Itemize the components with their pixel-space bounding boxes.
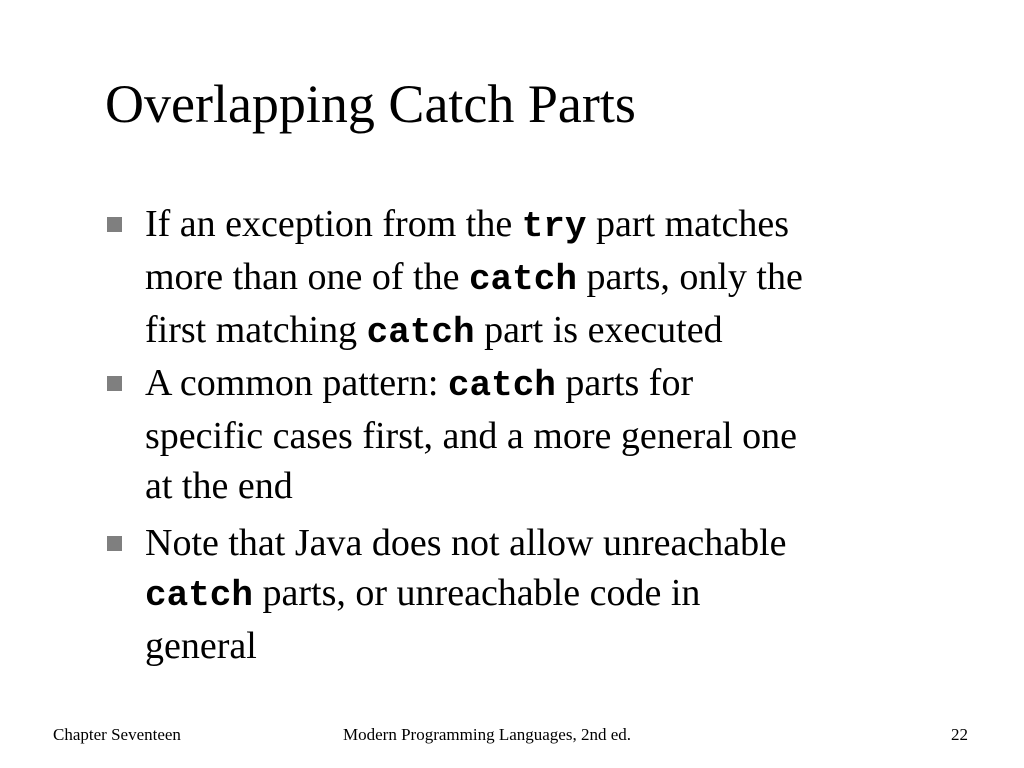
- text-segment: A common pattern:: [145, 362, 448, 404]
- text-segment: parts for: [555, 362, 694, 404]
- square-bullet-icon: [107, 536, 122, 551]
- bullet-line: [145, 252, 965, 305]
- code-keyword: catch: [366, 312, 475, 353]
- bullet-line: [145, 518, 965, 568]
- text-segment: first matching: [145, 309, 367, 351]
- code-keyword: try: [521, 206, 587, 247]
- text-segment: parts, only the: [576, 256, 803, 298]
- bullet-line: [145, 199, 965, 252]
- footer-page-number: 22: [951, 725, 968, 744]
- text-segment: Note that Java does not allow unreachable: [145, 522, 787, 564]
- text-segment: part is executed: [474, 309, 723, 351]
- square-bullet-icon: [107, 217, 122, 232]
- bullet-line: [145, 305, 965, 358]
- footer-chapter: Chapter Seventeen: [53, 725, 181, 744]
- bullet-line: [145, 568, 965, 621]
- text-segment: If an exception from the: [145, 203, 522, 245]
- text-segment: general: [145, 625, 257, 667]
- code-keyword: catch: [468, 259, 577, 300]
- footer-book-title: Modern Programming Languages, 2nd ed.: [343, 725, 631, 744]
- text-segment: at the end: [145, 465, 293, 507]
- slide-title: Overlapping Catch Parts: [105, 74, 636, 134]
- bullet-item-3: [145, 518, 965, 671]
- text-segment: specific cases first, and a more general one: [145, 415, 798, 457]
- bullet-line: [145, 358, 965, 411]
- text-segment: more than one of the: [145, 256, 469, 298]
- text-segment: parts, or unreachable code in: [253, 572, 701, 614]
- code-keyword: catch: [447, 365, 556, 406]
- bullet-line: [145, 621, 965, 671]
- code-keyword: catch: [145, 575, 254, 616]
- text-segment: part matches: [586, 203, 790, 245]
- bullet-line: [145, 461, 965, 511]
- bullet-line: [145, 411, 965, 461]
- bullet-item-2: [145, 358, 965, 511]
- square-bullet-icon: [107, 376, 122, 391]
- bullet-item-1: [145, 199, 965, 358]
